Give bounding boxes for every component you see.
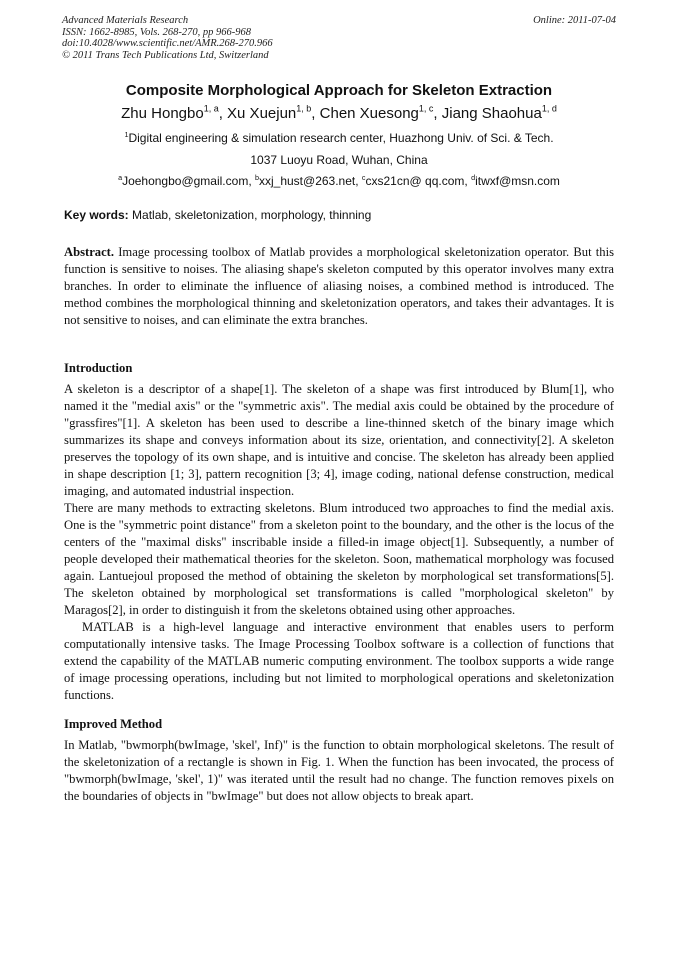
author-separator: ,: [433, 105, 442, 122]
email-mark: a: [118, 172, 123, 182]
section-heading-introduction: Introduction: [64, 361, 133, 375]
keywords: [64, 207, 616, 223]
paragraph: MATLAB is a high-level language and interactive environment that enables users to perform computationally intensive tasks. The Image Processing Toolbox software is a collection of functions that extend the capability of the MATLAB numeric computing environment. The toolbox supports a wide range of image processing operations, including but not limited to morphological operations and skeletonization functions.: [64, 620, 614, 702]
email-text: cxs21cn@ qq.com,: [365, 174, 472, 188]
method-body: [64, 737, 614, 805]
affiliation-mark: 1: [124, 129, 129, 139]
journal-header: [62, 15, 616, 61]
issn-line: ISSN: 1662-8985, Vols. 268-270, pp 966-968: [62, 26, 251, 38]
author-affiliation-mark: 1, c: [418, 103, 434, 114]
keywords-label: Key words:: [64, 208, 129, 222]
online-date: Online: 2011-07-04: [533, 15, 616, 26]
paragraph: There are many methods to extracting skeletons. Blum introduced two approaches to find the medial axis. One is the "symmetric point distance" from a skeleton point to the boundary, and the other is the locus of the centers of the "maximal disks" inscribable inside a filled-in image object[1]. Subsequently, a number of people developed their mathematical theories for the skeleton. Soon, mathematical morphology was focused again. Lantuejoul proposed the method of obtaining the skeleton by morphological set transformations[5]. The skeleton obtained by morphological set transformations is called "morphological skeleton" by Maragos[2], in order to distinguish it from the skeletons obtained using other approaches.: [64, 501, 614, 617]
author-separator: ,: [311, 105, 320, 122]
author-name: Chen Xuesong: [319, 105, 419, 122]
affiliation-line: [0, 130, 678, 146]
email-text: itwxf@msn.com: [475, 174, 560, 188]
affiliation-text: Digital engineering & simulation research center, Huazhong Univ. of Sci. & Tech.: [128, 131, 554, 145]
affiliation-address: 1037 Luoyu Road, Wuhan, China: [250, 153, 428, 167]
introduction-body: [64, 381, 614, 704]
paragraph: A skeleton is a descriptor of a shape[1]. The skeleton of a shape was first introduced by Blum[1], who named it the "medial axis" or the "symmetric axis". The medial axis could be obtained by the procedure of "grassfires"[1]. A skeleton has been used to describe a line-thinned sketch of the binary image which summarizes its shape and conveys information about its size, orientation, and connectivity[2]. A skeleton preserves the topology of its own shape, and is intuitive and concise. The skeleton has already been applied in shape description [1; 3], pattern recognition [3; 4], image coding, national defense construction, medical imaging, and automated industrial inspection.: [64, 382, 614, 498]
paper-title: Composite Morphological Approach for Skeleton Extraction: [125, 82, 553, 99]
paragraph: In Matlab, "bwmorph(bwImage, 'skel', Inf)" is the function to obtain morphological skeletons. The result of the skeletonization of a rectangle is shown in Fig. 1. When the function has been invocated, the process of "bwmorph(bwImage, 'skel', 1)" was iterated until the result had no change. The function removes pixels on the boundaries of objects in "bwImage" but does not allow objects to break apart.: [64, 738, 614, 803]
copyright-line: © 2011 Trans Tech Publications Ltd, Switzerland: [62, 49, 269, 61]
email-mark: b: [254, 172, 259, 182]
abstract-label: Abstract.: [64, 245, 115, 259]
abstract-text: Image processing toolbox of Matlab provides a morphological skeletonization operator. But this function is sensitive to noises. The aliasing shape's skeleton computed by this operator involves many extra branches. In order to eliminate the influence of aliasing noises, a combined method is introduced. The method combines the morphological thinning and skeletonization operators, and takes their advantages. It is not sensitive to noises, and can eliminate the extra branches.: [64, 245, 614, 327]
email-text: xxj_hust@263.net,: [258, 174, 362, 188]
author-name: Zhu Hongbo: [121, 105, 204, 122]
author-affiliation-mark: 1, d: [541, 103, 557, 114]
author-name: Jiang Shaohua: [441, 105, 542, 122]
email-mark: c: [361, 172, 366, 182]
email-list: [0, 173, 678, 189]
keywords-text: Matlab, skeletonization, morphology, thinning: [128, 208, 372, 222]
author-separator: ,: [218, 105, 228, 122]
doi-line: doi:10.4028/www.scientific.net/AMR.268-270.966: [62, 38, 273, 49]
email-text: Joehongbo@gmail.com,: [122, 174, 255, 188]
section-heading-improved-method: Improved Method: [64, 717, 163, 731]
journal-name: Advanced Materials Research: [62, 15, 189, 26]
abstract: [64, 244, 614, 329]
author-name: Xu Xuejun: [227, 105, 297, 122]
author-affiliation-mark: 1, a: [203, 103, 219, 114]
author-list: [0, 103, 678, 125]
author-affiliation-mark: 1, b: [296, 103, 312, 114]
email-mark: d: [471, 172, 476, 182]
